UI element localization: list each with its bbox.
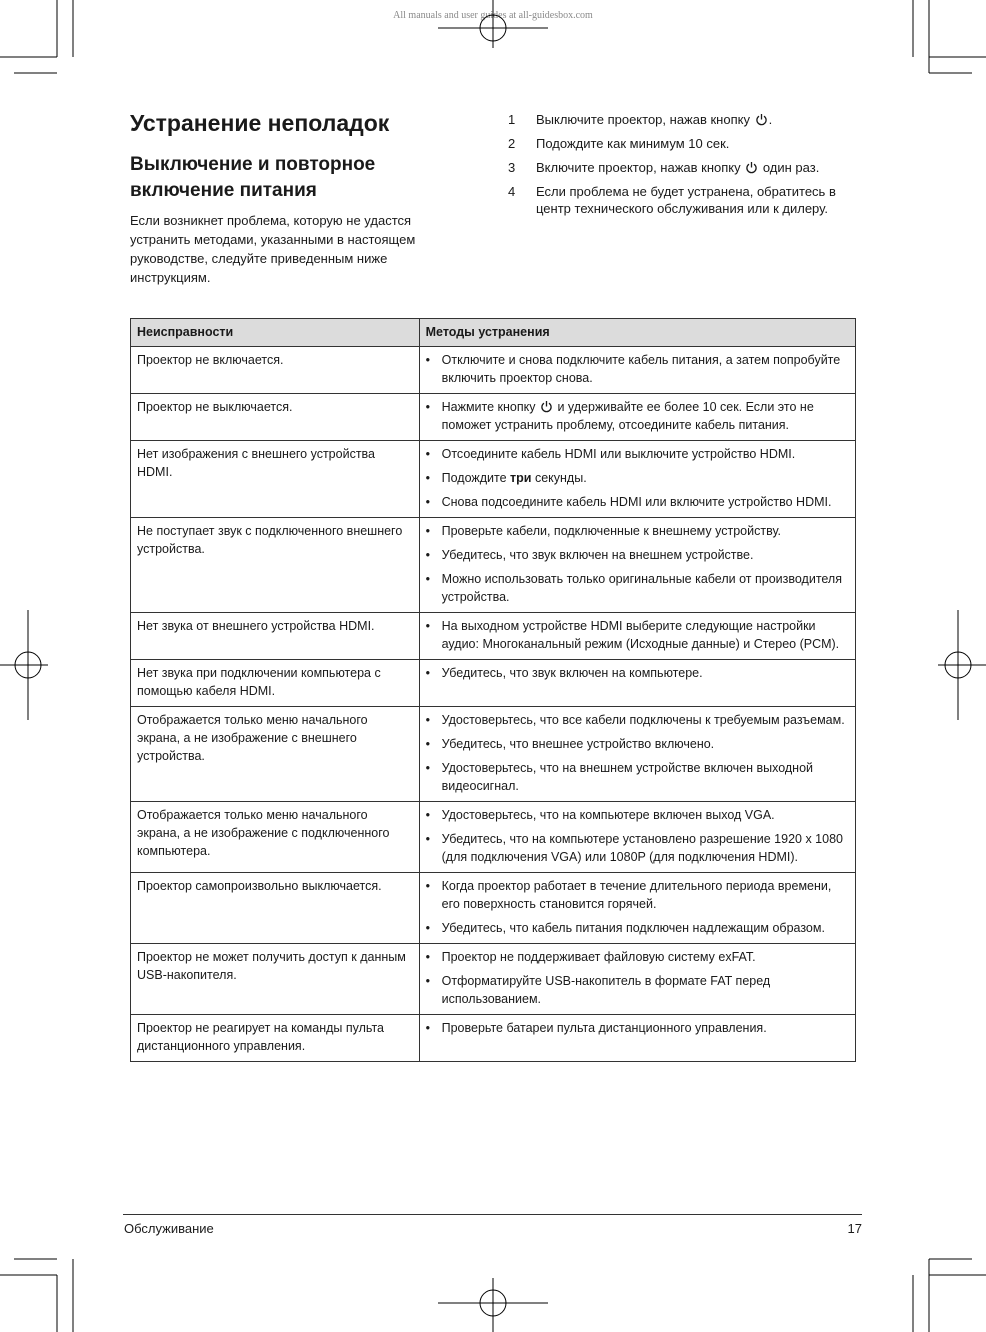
table-row — [131, 802, 856, 873]
solution-item: • Убедитесь, что кабель питания подключен надлежащим образом. — [425, 921, 825, 935]
problem-cell: Нет звука от внешнего устройства HDMI. — [131, 613, 420, 660]
power-cycle-steps — [508, 111, 858, 224]
table-row — [131, 347, 856, 394]
solution-cell — [419, 707, 855, 802]
table-header-row — [131, 319, 856, 347]
solution-cell — [419, 873, 855, 944]
solution-cell — [419, 441, 855, 518]
solution-cell — [419, 1015, 855, 1062]
footer-section: Обслуживание — [124, 1221, 214, 1236]
table-row — [131, 873, 856, 944]
solution-item: • Когда проектор работает в течение длительного периода времени, его поверхность становится горячей. — [425, 879, 832, 911]
table-row — [131, 707, 856, 802]
problem-cell: Отображается только меню начального экрана, а не изображение с внешнего устройства. — [131, 707, 420, 802]
solution-cell — [419, 802, 855, 873]
solution-item: • Отформатируйте USB-накопитель в формате FAT перед использованием. — [425, 974, 771, 1006]
solution-item: • Проверьте кабели, подключенные к внешнему устройству. — [425, 524, 781, 538]
solution-cell — [419, 660, 855, 707]
column-header: Неисправности — [131, 319, 420, 347]
step-item: 4 Если проблема не будет устранена, обратитесь в центр технического обслуживания или к дилеру. — [508, 184, 836, 216]
table-row — [131, 944, 856, 1015]
solution-item: • Нажмите кнопку и удерживайте ее более 10 сек. Если это не поможет устранить проблему, отсоедините кабель питания. — [425, 400, 814, 432]
power-icon — [540, 400, 553, 413]
watermark: All manuals and user guides at all-guidesbox.com — [393, 10, 593, 21]
footer-divider — [123, 1214, 862, 1215]
solution-cell — [419, 394, 855, 441]
step-item: 1 Выключите проектор, нажав кнопку . — [508, 112, 773, 127]
solution-item: • Можно использовать только оригинальные кабели от производителя устройства. — [425, 572, 842, 604]
problem-cell: Нет изображения с внешнего устройства HDMI. — [131, 441, 420, 518]
solution-item: • Убедитесь, что на компьютере установлено разрешение 1920 x 1080 (для подключения VGA) или 1080P (для подключения HDMI). — [425, 832, 843, 864]
problem-cell: Проектор не выключается. — [131, 394, 420, 441]
section-subtitle: Выключение и повторное включение питания — [130, 154, 376, 201]
solution-item: • На выходном устройстве HDMI выберите следующие настройки аудио: Многоканальный режим (Исходные данные) и Стерео (PCM). — [425, 619, 840, 651]
solution-item: • Проектор не поддерживает файловую систему exFAT. — [425, 950, 756, 964]
solution-item: • Убедитесь, что звук включен на компьютере. — [425, 666, 703, 680]
solution-cell — [419, 347, 855, 394]
solution-item: • Удостоверьтесь, что все кабели подключены к требуемым разъемам. — [425, 713, 845, 727]
step-item: 2 Подождите как минимум 10 сек. — [508, 136, 730, 151]
solution-item: • Удостоверьтесь, что на внешнем устройстве включен выходной видеосигнал. — [425, 761, 813, 793]
table-row — [131, 660, 856, 707]
table-row — [131, 1015, 856, 1062]
page-number: 17 — [847, 1221, 862, 1236]
solution-item: • Отсоедините кабель HDMI или выключите устройство HDMI. — [425, 447, 796, 461]
step-item: 3 Включите проектор, нажав кнопку один раз. — [508, 160, 820, 175]
power-icon — [745, 161, 758, 174]
solution-item: • Снова подсоедините кабель HDMI или включите устройство HDMI. — [425, 495, 832, 509]
problem-cell: Проектор не включается. — [131, 347, 420, 394]
problem-cell: Проектор самопроизвольно выключается. — [131, 873, 420, 944]
solution-item: • Убедитесь, что внешнее устройство включено. — [425, 737, 715, 751]
troubleshooting-table — [130, 318, 856, 1062]
table-row — [131, 441, 856, 518]
table-row — [131, 518, 856, 613]
power-icon — [755, 113, 768, 126]
solution-item: • Удостоверьтесь, что на компьютере включен выход VGA. — [425, 808, 775, 822]
solution-item: • Убедитесь, что звук включен на внешнем устройстве. — [425, 548, 754, 562]
solution-cell — [419, 518, 855, 613]
solution-cell — [419, 613, 855, 660]
solution-item: • Отключите и снова подключите кабель питания, а затем попробуйте включить проектор снова. — [425, 353, 841, 385]
problem-cell: Отображается только меню начального экрана, а не изображение с подключенного компьютера. — [131, 802, 420, 873]
page-title: Устранение неполадок — [130, 110, 390, 136]
solution-cell — [419, 944, 855, 1015]
problem-cell: Проектор не реагирует на команды пульта дистанционного управления. — [131, 1015, 420, 1062]
table-row — [131, 613, 856, 660]
problem-cell: Нет звука при подключении компьютера с помощью кабеля HDMI. — [131, 660, 420, 707]
solution-item: • Проверьте батареи пульта дистанционного управления. — [425, 1021, 767, 1035]
problem-cell: Проектор не может получить доступ к данным USB-накопителя. — [131, 944, 420, 1015]
solution-item: • Подождите три секунды. — [425, 471, 587, 485]
intro-paragraph: Если возникнет проблема, которую не удастся устранить методами, указанными в настоящем руководстве, следуйте приведенным ниже инструкциям. — [130, 213, 416, 285]
table-row — [131, 394, 856, 441]
column-header: Методы устранения — [419, 319, 855, 347]
problem-cell: Не поступает звук с подключенного внешнего устройства. — [131, 518, 420, 613]
